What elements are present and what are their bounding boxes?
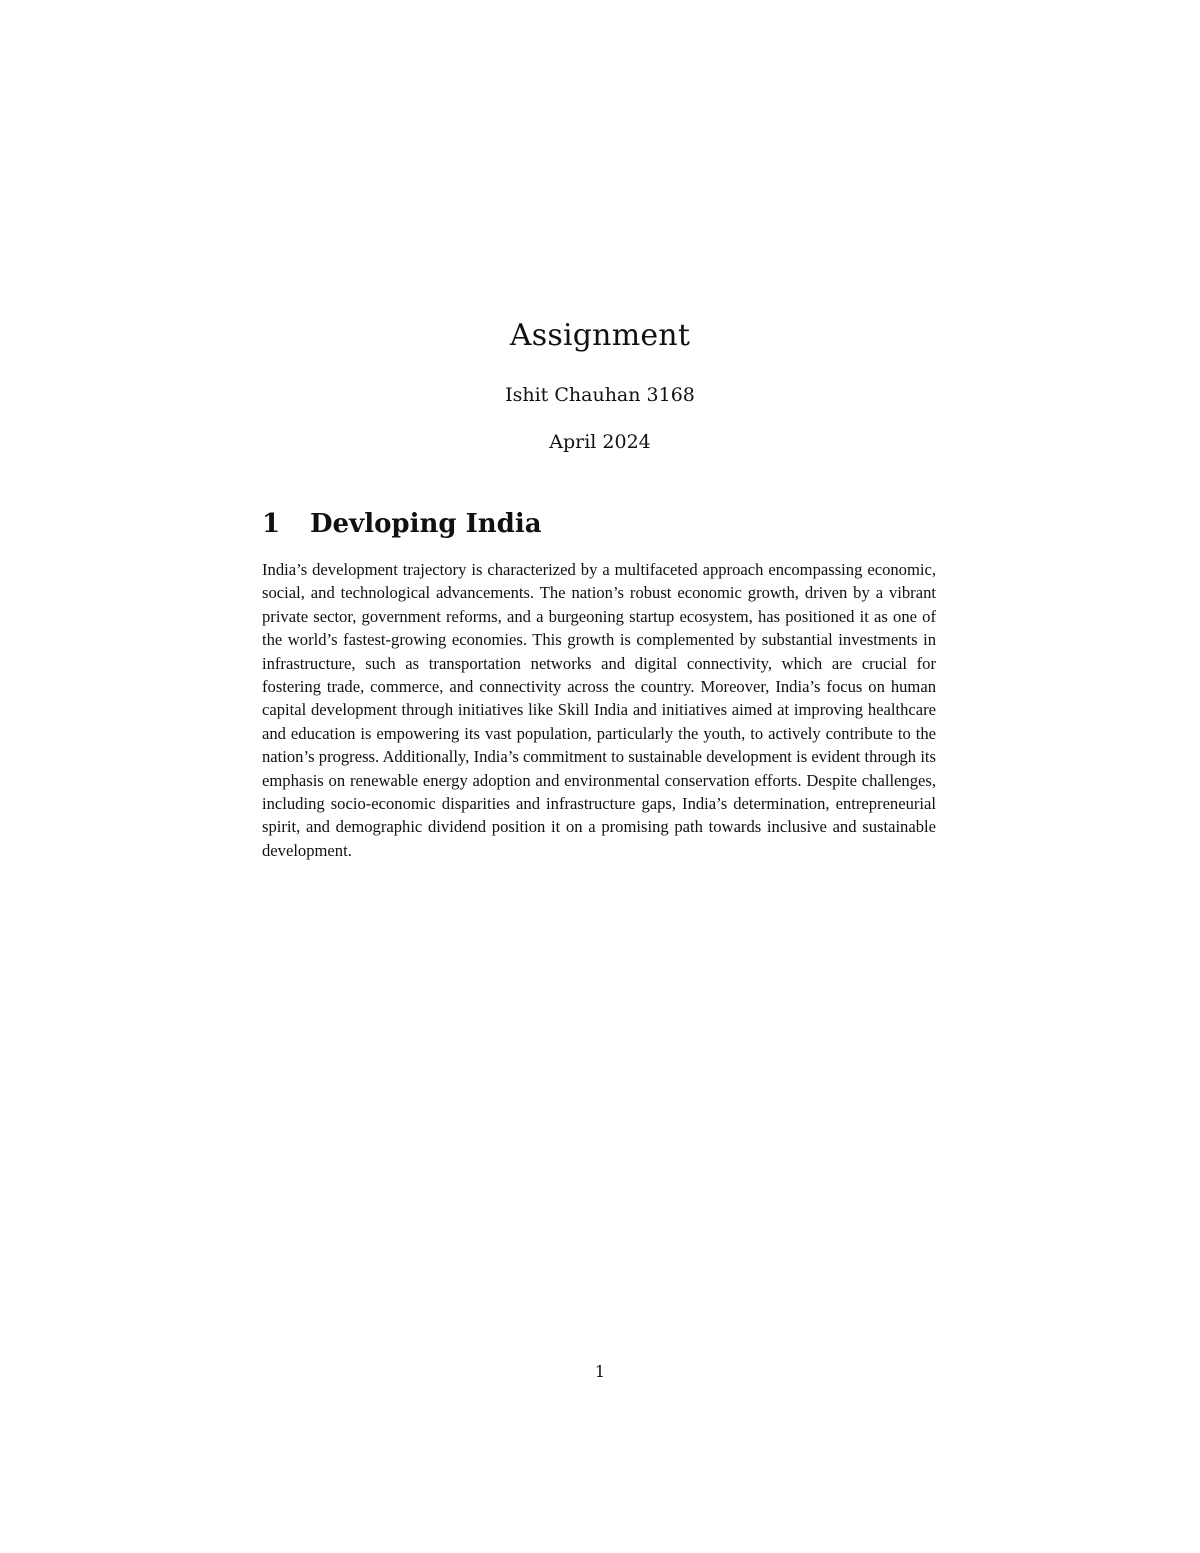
- document-title: Assignment: [509, 318, 691, 353]
- section-title: Devloping India: [310, 509, 542, 539]
- section-number: 1: [262, 509, 281, 539]
- document-author: Ishit Chauhan 3168: [505, 384, 695, 406]
- section-heading: [262, 506, 942, 542]
- section-body-paragraph: India’s development trajectory is characterized by a multifaceted approach encompassing economic, social, and technological advancements. The nation’s robust economic growth, driven by a vibrant private sector, government reforms, and a burgeoning startup ecosystem, has positioned it as one of the world’s fastest-growing economies. This growth is complemented by substantial investments in infrastructure, such as transportation networks and digital connectivity, which are crucial for fostering trade, commerce, and connectivity across the country. Moreover, India’s focus on human capital development through initiatives like Skill India and initiatives aimed at improving healthcare and education is empowering its vast population, particularly the youth, to actively contribute to the nation’s progress. Additionally, India’s commitment to sustainable development is evident through its emphasis on renewable energy adoption and environmental conservation efforts. Despite challenges, including socio-economic disparities and infrastructure gaps, India’s determination, entrepreneurial spirit, and demographic dividend position it on a promising path towards inclusive and sustainable development.: [262, 560, 936, 860]
- document-date: April 2024: [549, 431, 651, 453]
- page-number: 1: [594, 1362, 606, 1381]
